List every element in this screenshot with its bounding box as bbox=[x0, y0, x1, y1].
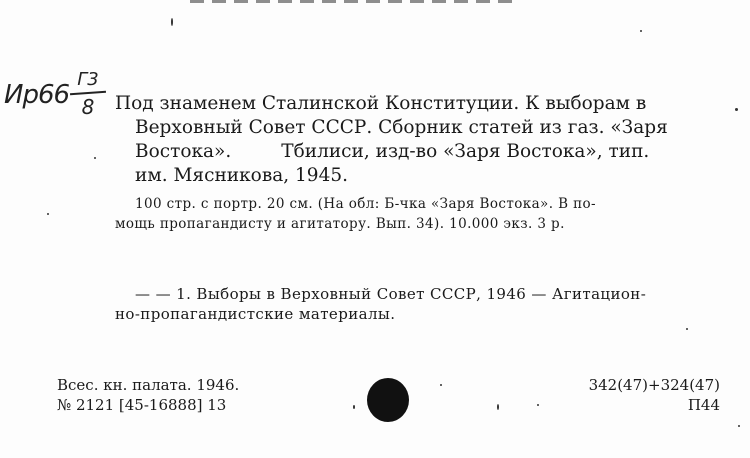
notes-line: мощь пропагандисту и агитатору. Вып. 34). 10.000 экз. 3 р. bbox=[115, 216, 565, 232]
shelfmark-prefix: Ир66 bbox=[4, 80, 70, 110]
title-line: Под знаменем Сталинской Конституции. К выборам в bbox=[115, 93, 647, 114]
punch-hole bbox=[367, 378, 409, 422]
speck bbox=[686, 328, 688, 330]
torn-top-edge bbox=[190, 0, 520, 3]
notes-line: 100 стр. с портр. 20 см. (На обл: Б-чка «Заря Востока». В по- bbox=[135, 196, 596, 212]
registration-number: № 2121 [45-16888] 13 bbox=[57, 396, 227, 414]
imprint-line: им. Мясникова, 1945. bbox=[135, 165, 348, 186]
title-line: Верховный Совет СССР. Сборник статей из газ. «Заря bbox=[135, 117, 668, 138]
speck bbox=[497, 404, 499, 410]
speck bbox=[47, 213, 49, 215]
speck bbox=[640, 30, 642, 32]
classification-index bbox=[589, 375, 720, 415]
title-block bbox=[115, 92, 715, 188]
chamber-registration bbox=[57, 375, 239, 415]
imprint-line bbox=[115, 140, 715, 164]
collation-notes bbox=[115, 194, 715, 234]
speck bbox=[738, 425, 740, 427]
speck bbox=[440, 384, 442, 386]
shelfmark-fraction bbox=[70, 70, 106, 117]
bibliographic-entry bbox=[115, 92, 715, 188]
handwritten-shelfmark bbox=[4, 70, 114, 130]
imprint-publisher: Тбилиси, изд-во «Заря Востока», тип. bbox=[281, 141, 650, 162]
subject-line: — — 1. Выборы в Верховный Совет СССР, 1946 — Агитацион- bbox=[135, 285, 647, 303]
speck bbox=[94, 157, 96, 159]
subject-line: но-пропагандистские материалы. bbox=[115, 305, 396, 323]
udc-code: 342(47)+324(47) bbox=[588, 376, 720, 394]
shelfmark-numerator: Г3 bbox=[77, 69, 99, 90]
speck bbox=[353, 405, 355, 409]
speck bbox=[735, 108, 738, 111]
shelfmark-denominator: 8 bbox=[81, 95, 95, 119]
subject-heading bbox=[115, 284, 735, 324]
speck bbox=[537, 404, 539, 406]
speck bbox=[171, 18, 173, 26]
chamber-name: Всес. кн. палата. 1946. bbox=[57, 376, 240, 394]
title-line-end: Востока». bbox=[135, 141, 232, 162]
author-mark: П44 bbox=[687, 396, 720, 414]
